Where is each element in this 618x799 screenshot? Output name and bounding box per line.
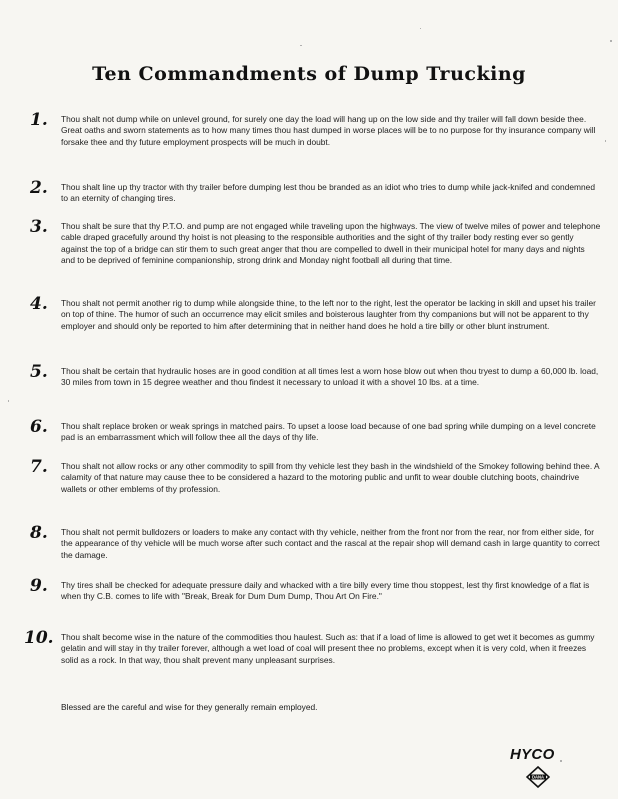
scan-speck: [605, 140, 606, 142]
commandment-text: Thou shalt be sure that thy P.T.O. and pump are not engaged while traveling upon the highways. The view of twelve miles of power and telephone cable draped gracefully around thy hoist is not pleasing to the responsible authorities and the sight of thy trailer body resting ever so gently against the top of a bridge can stir them to such great anger that thou are compelled to dwell in their municipal hotel for many days and nights and to be deprived of feminine companionship, strong drink and Monday night football all during that time.: [61, 221, 601, 266]
commandment-number: 10.: [24, 628, 54, 648]
commandment-text: Thou shalt be certain that hydraulic hoses are in good condition at all times lest a worn hose blow out when thou tryest to dump a 60,000 lb. load, 30 miles from town in 15 degree weather and thou findest it necessary to unload it with a shovel 10 lbs. at a time.: [61, 366, 599, 388]
hyco-logo: [510, 746, 570, 796]
scan-speck: [420, 28, 421, 29]
logo-wordmark: HYCO: [510, 746, 555, 763]
commandment-number: 6.: [30, 417, 48, 437]
commandment-number: 2.: [30, 178, 48, 198]
commandment-number: 3.: [30, 217, 48, 237]
dana-diamond-icon: [526, 766, 550, 788]
commandment-number: 9.: [30, 576, 48, 596]
commandment-text: Thou shalt line up thy tractor with thy trailer before dumping lest thou be branded as an idiot who tries to dump while jack-knifed and condemned to an eternity of changing tires.: [61, 182, 595, 204]
commandment-text: Thou shalt not dump while on unlevel ground, for surely one day the load will hang up on the low side and thy trailer will fall down beside thee. Great oaths and sworn statements as to how many times thou hast dumped in worse places will be to no purpose for thy insurance company will forsake thee and thy future employment prospects will be much in doubt.: [61, 114, 596, 147]
scan-speck: [610, 40, 612, 42]
commandment-text: Thy tires shall be checked for adequate pressure daily and whacked with a tire billy every time thou stoppest, lest thy first knowledge of a flat is when thy C.B. comes to life with "Break, Break for Dum Dum Dump, Thou Art On Fire.": [61, 580, 590, 602]
commandment-number: 1.: [30, 110, 48, 130]
commandment-number: 4.: [30, 294, 48, 314]
scan-speck: [300, 45, 302, 46]
scan-speck: [560, 760, 562, 762]
commandment-number: 8.: [30, 523, 48, 543]
document-title: Ten Commandments of Dump Trucking: [92, 63, 526, 85]
commandment-text: Thou shalt not permit bulldozers or loaders to make any contact with thy vehicle, neither from the front nor from the rear, nor from either side, for the appearance of thy vehicle will be much worse after such contact and the rascal at the repair shop will demand cash in large quantity to correct the damage.: [61, 527, 600, 560]
commandment-number: 5.: [30, 362, 48, 382]
scan-speck: [8, 400, 9, 402]
commandment-text: Thou shalt replace broken or weak springs in matched pairs. To upset a loose load because of one bad spring while dumping on a level concrete pad is an embarrassment which will follow thee all the days of thy life.: [61, 421, 596, 443]
commandment-number: 7.: [30, 457, 48, 477]
commandment-text: Thou shalt not permit another rig to dump while alongside thine, to the left nor to the right, lest the operator be lacking in skill and upset his trailer on top of thine. The humor of such an occurrence may elicit smiles and boisterous laughter from thy companions but will not be apparent to thy employer and should only be reported to him after determining that in neither hand does he hold a tire billy or other blunt instrument.: [61, 298, 596, 331]
commandment-text: Thou shalt not allow rocks or any other commodity to spill from thy vehicle lest they bash in the windshield of the Smokey following behind thee. A calamity of that nature may cause thee to be considered a hazard to the motoring public and unfit to wear double clutching boots, chaindrive wallets or other emblems of thy profession.: [61, 461, 600, 494]
closing-line: Blessed are the careful and wise for they generally remain employed.: [61, 702, 318, 712]
commandment-text: Thou shalt become wise in the nature of the commodities thou haulest. Such as: that if a load of lime is allowed to get wet it becomes as gummy gelatin and will stay in thy trailer forever, although a wet load of coal will present thee no problems, except when it is very cold, when it freezes solid as a rock. In that way, thou shalt prevent many unpleasant surprises.: [61, 632, 595, 665]
dana-mark-text: DANA: [531, 774, 545, 780]
